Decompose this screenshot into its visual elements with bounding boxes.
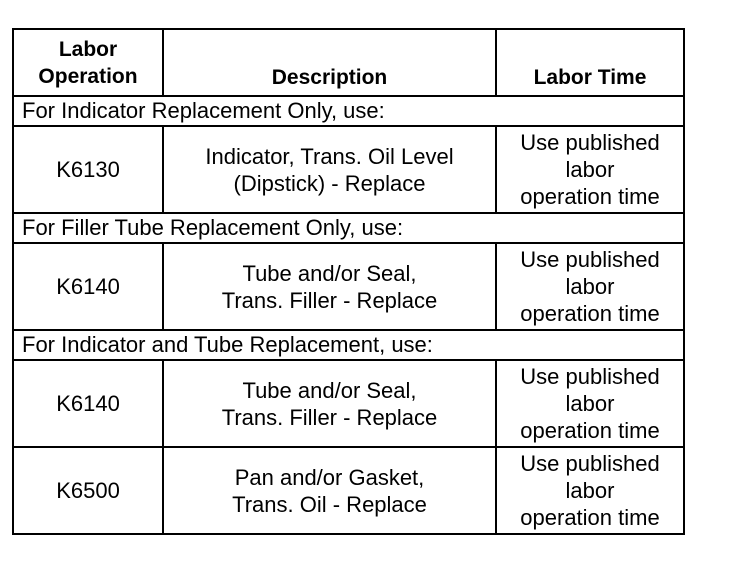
labor-time-cell: [496, 126, 684, 213]
description-cell: [163, 126, 496, 213]
labor-time-cell: [496, 447, 684, 534]
table-row: [13, 243, 684, 330]
labor-time-line: operation time: [520, 418, 660, 443]
description-line: Tube and/or Seal,: [242, 377, 417, 403]
labor-operations-table: [12, 28, 685, 535]
labor-time-line: labor: [565, 478, 615, 503]
header-labor-operation-line: Labor: [58, 37, 118, 61]
labor-operation-code: K6140: [13, 243, 163, 330]
section-title: For Indicator and Tube Replacement, use:: [13, 330, 684, 360]
description-line: Tube and/or Seal,: [242, 260, 417, 286]
section-title: For Indicator Replacement Only, use:: [13, 96, 684, 126]
description-line: Pan and/or Gasket,: [234, 464, 425, 490]
description-line: Trans. Filler - Replace: [221, 404, 438, 430]
table-row: [13, 126, 684, 213]
table-row: [13, 360, 684, 447]
header-labor-operation: [13, 29, 163, 96]
description-cell: [163, 243, 496, 330]
description-line: Indicator, Trans. Oil Level: [205, 143, 454, 169]
table-row: [13, 447, 684, 534]
labor-time-line: operation time: [520, 184, 660, 209]
labor-time-line: Use published: [520, 451, 660, 476]
labor-time-line: operation time: [520, 505, 660, 530]
section-row: [13, 96, 684, 126]
section-title: For Filler Tube Replacement Only, use:: [13, 213, 684, 243]
description-line: Trans. Oil - Replace: [232, 491, 427, 517]
labor-time-line: labor: [565, 157, 615, 182]
section-row: [13, 213, 684, 243]
labor-time-line: labor: [565, 274, 615, 299]
header-labor-operation-line: Operation: [38, 64, 138, 88]
description-line: Trans. Filler - Replace: [221, 287, 438, 313]
table-header-row: [13, 29, 684, 96]
description-cell: [163, 447, 496, 534]
labor-time-line: Use published: [520, 247, 660, 272]
labor-operation-code: K6130: [13, 126, 163, 213]
description-cell: [163, 360, 496, 447]
labor-time-line: Use published: [520, 130, 660, 155]
header-labor-time: Labor Time: [496, 29, 684, 96]
labor-operation-code: K6140: [13, 360, 163, 447]
labor-time-cell: [496, 360, 684, 447]
header-description: Description: [163, 29, 496, 96]
labor-time-line: labor: [565, 391, 615, 416]
labor-operation-code: K6500: [13, 447, 163, 534]
description-line: (Dipstick) - Replace: [233, 170, 426, 196]
labor-time-cell: [496, 243, 684, 330]
section-row: [13, 330, 684, 360]
labor-time-line: operation time: [520, 301, 660, 326]
labor-time-line: Use published: [520, 364, 660, 389]
